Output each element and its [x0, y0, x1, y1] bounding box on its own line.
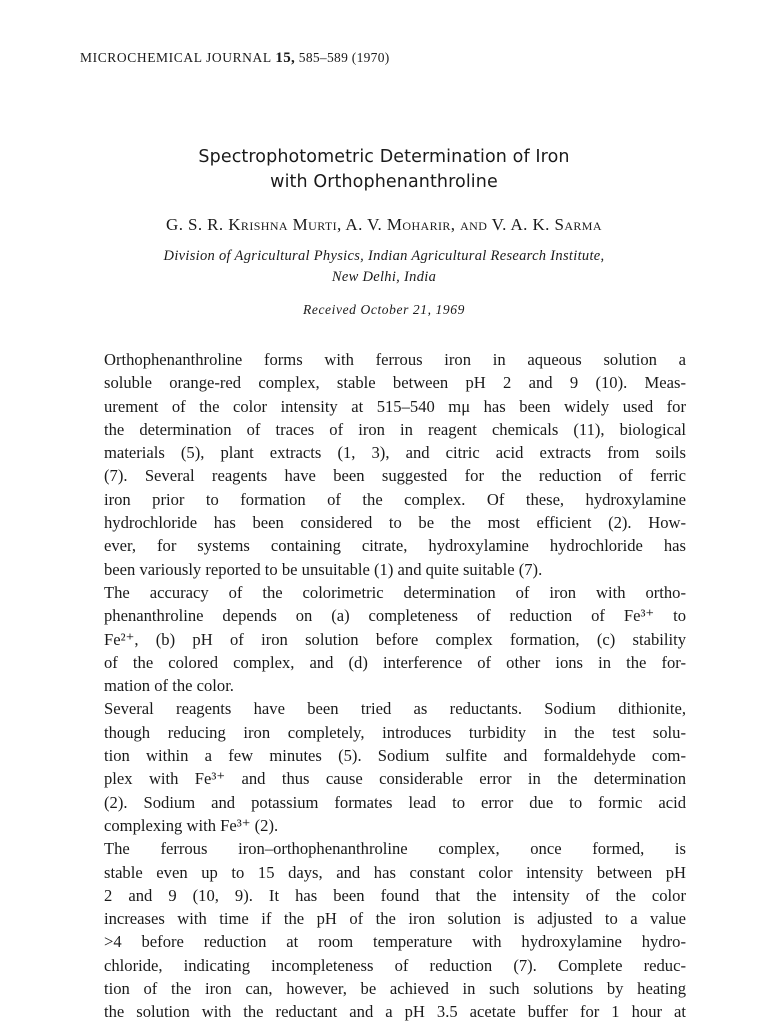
author-list	[0, 215, 768, 235]
body-line: The ferrous iron–orthophenanthroline complex, once formed, is	[104, 839, 686, 859]
title-line-2: with Orthophenanthroline	[270, 172, 498, 192]
body-line: materials (5), plant extracts (1, 3), and citric acid extracts from soils	[104, 443, 686, 463]
author-and: and	[460, 215, 488, 234]
body-line: been variously reported to be unsuitable (1) and quite suitable (7).	[104, 559, 543, 579]
affiliation	[0, 246, 768, 288]
title-line-1: Spectrophotometric Determination of Iron	[198, 147, 570, 167]
author-1-name: Krishna Murti,	[228, 215, 342, 234]
received-date: Received October 21, 1969	[303, 302, 465, 317]
body-line: the solution with the reductant and a pH 3.5 acetate buffer for 1 hour at	[104, 1002, 686, 1022]
author-2-name: Moharir,	[386, 215, 456, 234]
body-line: stable even up to 15 days, and has constant color intensity between pH	[104, 862, 686, 882]
body-line: increases with time if the pH of the iron solution is adjusted to a value	[104, 909, 686, 929]
body-line: urement of the color intensity at 515–540 mμ has been widely used for	[104, 396, 686, 416]
body-line: complexing with Fe³⁺ (2).	[104, 815, 279, 835]
body-line: plex with Fe³⁺ and thus cause considerable error in the determination	[104, 769, 686, 789]
body-line: Orthophenanthroline forms with ferrous iron in aqueous solution a	[104, 350, 686, 369]
journal-name: MICROCHEMICAL JOURNAL	[80, 50, 272, 65]
body-line: (7). Several reagents have been suggested for the reduction of ferric	[104, 466, 686, 486]
author-1-initials: G. S. R.	[166, 215, 224, 234]
body-line: iron prior to formation of the complex. Of these, hydroxylamine	[104, 489, 686, 509]
body-line: The accuracy of the colorimetric determination of iron with ortho-	[104, 582, 686, 602]
paper-title	[0, 145, 768, 195]
body-line: chloride, indicating incompleteness of reduction (7). Complete reduc-	[104, 955, 686, 975]
body-line: ever, for systems containing citrate, hydroxylamine hydrochloride has	[104, 536, 686, 556]
affiliation-line-1: Division of Agricultural Physics, Indian Agricultural Research Institute,	[163, 248, 605, 264]
body-line: 2 and 9 (10, 9). It has been found that the intensity of the color	[104, 885, 686, 905]
body-line: hydrochloride has been considered to be the most efficient (2). How-	[104, 513, 686, 533]
body-line: though reducing iron completely, introduces turbidity in the test solu-	[104, 722, 686, 742]
author-2-initials: A. V.	[345, 215, 383, 234]
body-line: soluble orange-red complex, stable between pH 2 and 9 (10). Meas-	[104, 373, 686, 393]
author-3-name: Sarma	[554, 215, 602, 234]
body-line: mation of the color.	[104, 676, 234, 696]
body-line: phenanthroline depends on (a) completeness of reduction of Fe³⁺ to	[104, 606, 686, 626]
journal-header	[80, 50, 390, 67]
author-3-initials: V. A. K.	[491, 215, 550, 234]
affiliation-line-2: New Delhi, India	[331, 269, 437, 285]
body-text	[104, 348, 686, 1024]
body-line: tion within a few minutes (5). Sodium sulfite and formaldehyde com-	[104, 746, 686, 766]
body-line: of the colored complex, and (d) interference of other ions in the for-	[104, 652, 686, 672]
body-line: >4 before reduction at room temperature with hydroxylamine hydro-	[104, 932, 686, 952]
body-line: Several reagents have been tried as reductants. Sodium dithionite,	[104, 699, 686, 719]
body-line: (2). Sodium and potassium formates lead to error due to formic acid	[104, 792, 686, 812]
journal-pages-year: 585–589 (1970)	[298, 50, 390, 65]
body-line: Fe²⁺, (b) pH of iron solution before complex formation, (c) stability	[104, 629, 686, 649]
journal-volume: 15,	[275, 50, 296, 66]
body-line: tion of the iron can, however, be achieved in such solutions by heating	[104, 979, 686, 999]
body-line: the determination of traces of iron in reagent chemicals (11), biological	[104, 419, 686, 439]
